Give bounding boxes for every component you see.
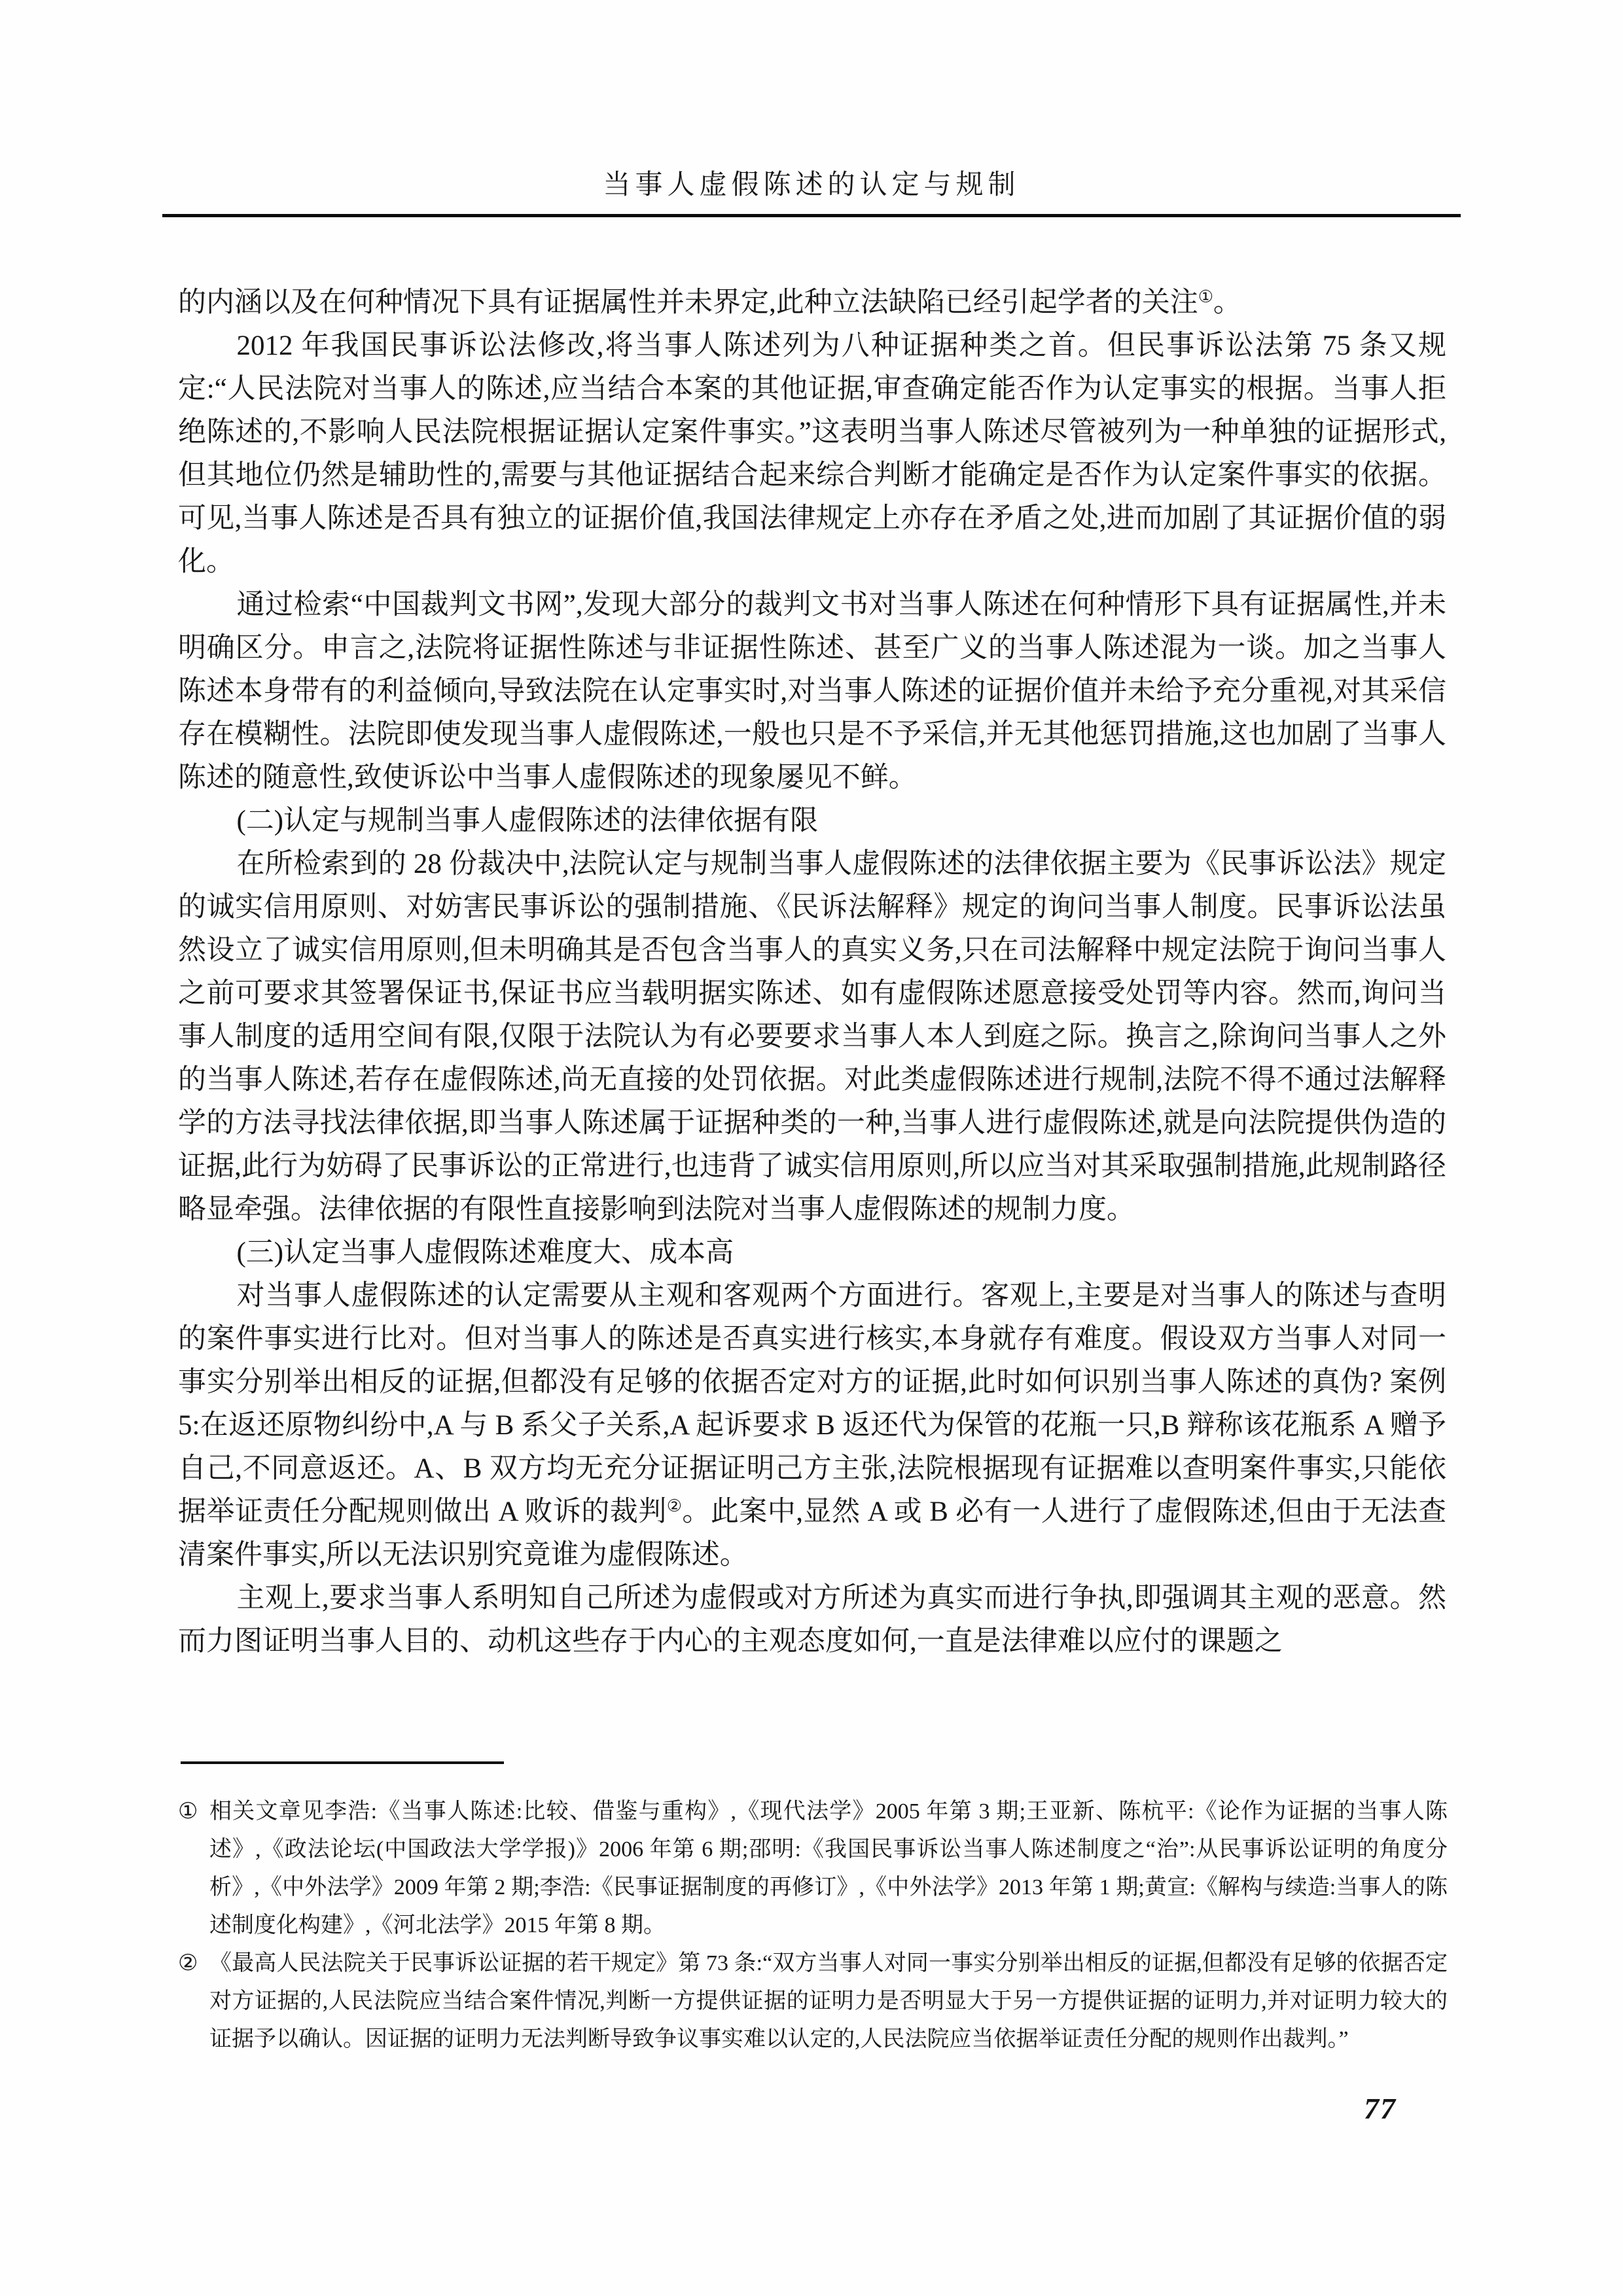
footnote-ref: ② (666, 1496, 683, 1515)
article-body (178, 281, 1446, 1663)
footnote-text: 相关文章见李浩:《当事人陈述:比较、借鉴与重构》,《现代法学》2005 年第 3 期;王亚新、陈杭平:《论作为证据的当事人陈述》,《政法论坛(中国政法大学学报)》2006 年第 6 期;邵明:《我国民事诉讼当事人陈述制度之“治”:从民事诉讼证明的角度分析》,《中外法学》2009 年第 2 期;李浩:《民事证据制度的再修订》,《中外法学》2013 年第 1 期;黄宣:《解构与续造:当事人的陈述制度化构建》,《河北法学》2015 年第 8 期。 (209, 1799, 1448, 1937)
body-paragraph: 对当事人虚假陈述的认定需要从主观和客观两个方面进行。客观上,主要是对当事人的陈述与查明的案件事实进行比对。但对当事人的陈述是否真实进行核实,本身就存有难度。假设双方当事人对同一事实分别举出相反的证据,但都没有足够的依据否定对方的证据,此时如何识别当事人陈述的真伪? 案例 5:在返还原物纠纷中,A 与 B 系父子关系,A 起诉要求 B 返还代为保管的花瓶一只,B 辩称该花瓶系 A 赠予自己,不同意返还。A、B 双方均无充分证据证明己方主张,法院根据现有证据难以查明案件事实,只能依据举证责任分配规则做出 A 败诉的裁判②。此案中,显然 A 或 B 必有一人进行了虚假陈述,但由于无法查清案件事实,所以无法识别究竟谁为虚假陈述。 (178, 1280, 1446, 1570)
body-paragraph: 主观上,要求当事人系明知自己所述为虚假或对方所述为真实而进行争执,即强调其主观的恶意。然而力图证明当事人目的、动机这些存于内心的主观态度如何,一直是法律难以应付的课题之 (178, 1583, 1446, 1657)
header-rule (162, 214, 1461, 217)
body-paragraph: 通过检索“中国裁判文书网”,发现大部分的裁判文书对当事人陈述在何种情形下具有证据属性,并未明确区分。申言之,法院将证据性陈述与非证据性陈述、甚至广义的当事人陈述混为一谈。加之当事人陈述本身带有的利益倾向,导致法院在认定事实时,对当事人陈述的证据价值并未给予充分重视,对其采信存在模糊性。法院即使发现当事人虚假陈述,一般也只是不予采信,并无其他惩罚措施,这也加剧了当事人陈述的随意性,致使诉讼中当事人虚假陈述的现象屡见不鲜。 (178, 590, 1446, 793)
footnote-ref: ① (1198, 287, 1213, 306)
footnote-marker: ② (178, 1951, 198, 1975)
page-number: 77 (1364, 2092, 1397, 2125)
body-paragraph: 在所检索到的 28 份裁决中,法院认定与规制当事人虚假陈述的法律依据主要为《民事诉讼法》规定的诚实信用原则、对妨害民事诉讼的强制措施、《民诉法解释》规定的询问当事人制度。民事诉讼法虽然设立了诚实信用原则,但未明确其是否包含当事人的真实义务,只在司法解释中规定法院于询问当事人之前可要求其签署保证书,保证书应当载明据实陈述、如有虚假陈述愿意接受处罚等内容。然而,询问当事人制度的适用空间有限,仅限于法院认为有必要要求当事人本人到庭之际。换言之,除询问当事人之外的当事人陈述,若存在虚假陈述,尚无直接的处罚依据。对此类虚假陈述进行规制,法院不得不通过法解释学的方法寻找法律依据,即当事人陈述属于证据种类的一种,当事人进行虚假陈述,就是向法院提供伪造的证据,此行为妨碍了民事诉讼的正常进行,也违背了诚实信用原则,所以应当对其采取强制措施,此规制路径略显牵强。法律依据的有限性直接影响到法院对当事人虚假陈述的规制力度。 (178, 849, 1446, 1225)
footnote-item (178, 1945, 1448, 2058)
footnote-text: 《最高人民法院关于民事诉讼证据的若干规定》第 73 条:“双方当事人对同一事实分别举出相反的证据,但都没有足够的依据否定对方证据的,人民法院应当结合案件情况,判断一方提供证据的证明力是否明显大于另一方提供证据的证明力,并对证明力较大的证据予以确认。因证据的证明力无法判断导致争议事实难以认定的,人民法院应当依据举证责任分配的规则作出裁判。” (209, 1951, 1448, 2051)
section-heading-2: (二)认定与规制当事人虚假陈述的法律依据有限 (236, 805, 819, 836)
body-paragraph: 的内涵以及在何种情况下具有证据属性并未界定,此种立法缺陷已经引起学者的关注①。 (178, 287, 1241, 318)
section-heading-3: (三)认定当事人虚假陈述难度大、成本高 (236, 1237, 734, 1268)
running-head-title: 当事人虚假陈述的认定与规制 (603, 170, 1020, 200)
footnote-separator-rule (181, 1761, 504, 1764)
footnote-item (178, 1793, 1448, 1945)
footnotes-section (178, 1793, 1448, 2058)
footnote-marker: ① (178, 1799, 198, 1824)
body-paragraph: 2012 年我国民事诉讼法修改,将当事人陈述列为八种证据种类之首。但民事诉讼法第 75 条又规定:“人民法院对当事人的陈述,应当结合本案的其他证据,审查确定能否作为认定事实的根据。当事人拒绝陈述的,不影响人民法院根据证据认定案件事实。”这表明当事人陈述尽管被列为一种单独的证据形式,但其地位仍然是辅助性的,需要与其他证据结合起来综合判断才能确定是否作为认定案件事实的依据。可见,当事人陈述是否具有独立的证据价值,我国法律规定上亦存在矛盾之处,进而加剧了其证据价值的弱化。 (178, 330, 1446, 577)
